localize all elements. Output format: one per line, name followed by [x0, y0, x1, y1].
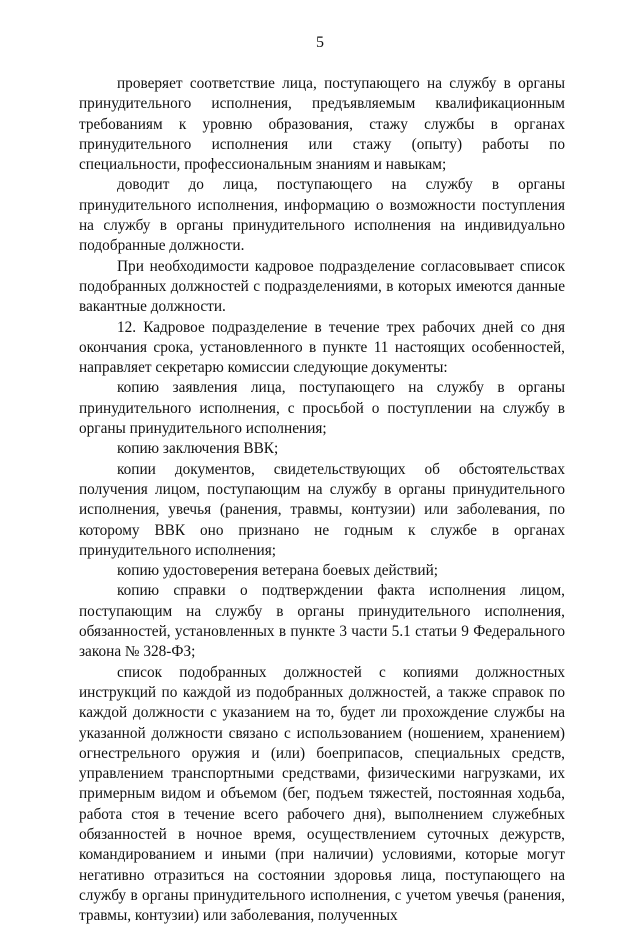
paragraph: список подобранных должностей с копиями должностных инструкций по каждой из подобранных должностей, а также справок по каждой должности с указанием на то, будет ли прохождение службы на указанной должности связано с использованием (ношением, хранением) огнестрельного оружия и (или) боеприпасов, специальных средств, управлением транспортными средствами, физическими нагрузками, их примерным видом и объемом (бег, подъем тяжестей, постоянная ходьба, работа стоя в течение всего рабочего дня), выполнением служебных обязанностей в ночное время, осуществлением суточных дежурств, командированием и иными (при наличии) условиями, которые могут негативно отразиться на состоянии здоровья лица, поступающего на службу в органы принудительного исполнения, с учетом увечья (ранения, травмы, контузии) или заболевания, полученных: [79, 663, 565, 925]
paragraph: проверяет соответствие лица, поступающего на службу в органы принудительного исполнения, предъявляемым квалификационным требованиям к уровню образования, стажу службы в органах принудительного исполнения или стажу (опыту) работы по специальности, профессиональным знаниям и навыкам;: [79, 75, 565, 174]
paragraph: копию справки о подтверждении факта исполнения лицом, поступающим на службу в органы принудительного исполнения, обязанностей, установленных в пункте 3 части 5.1 статьи 9 Федерального закона № 328-ФЗ;: [79, 582, 565, 661]
paragraph: копию заключения ВВК;: [117, 440, 279, 458]
paragraph: копию заявления лица, поступающего на службу в органы принудительного исполнения, с просьбой о поступлении на службу в органы принудительного исполнения;: [79, 379, 565, 438]
paragraph: 12. Кадровое подразделение в течение трех рабочих дней со дня окончания срока, установленного в пункте 11 настоящих особенностей, направляет секретарю комиссии следующие документы:: [79, 318, 565, 377]
paragraph: копии документов, свидетельствующих об обстоятельствах получения лицом, поступающим на службу в органы принудительного исполнения, увечья (ранения, травмы, контузии) или заболевания, по которому ВВК оно признано не годным к службе в органах принудительного исполнения;: [79, 460, 565, 559]
paragraph: доводит до лица, поступающего на службу в органы принудительного исполнения, информацию о возможности поступления на службу в органы принудительного исполнения на индивидуально подобранные должности.: [79, 176, 565, 255]
paragraph: При необходимости кадровое подразделение согласовывает список подобранных должностей с подразделениями, в которых имеются данные вакантные должности.: [79, 257, 565, 316]
paragraph: копию удостоверения ветерана боевых действий;: [117, 562, 439, 580]
document-body: [79, 74, 565, 926]
page-number: 5: [316, 34, 324, 51]
